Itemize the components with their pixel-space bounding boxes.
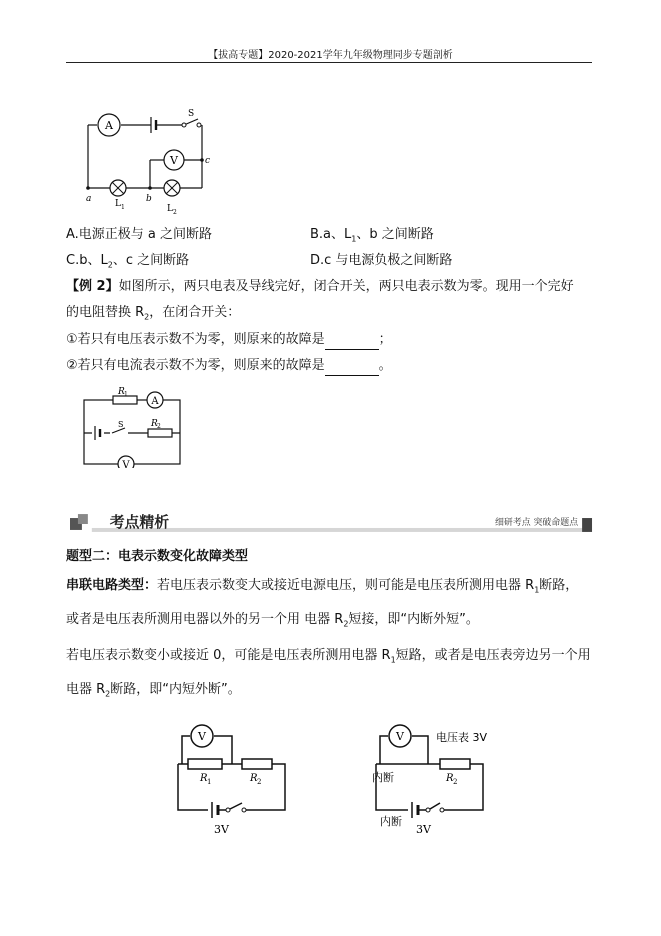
topic-title: 题型二：电表示数变化故障类型 <box>66 549 249 564</box>
circuit-diagram-4 <box>368 718 503 838</box>
example2-question1: ①若只有电压表示数不为零，则原来的故障是 ； <box>66 331 392 350</box>
svg-text:b: b <box>146 194 152 204</box>
svg-text:a: a <box>86 194 92 204</box>
svg-text:L: L <box>115 199 121 209</box>
example2-line2: 的电阻替换 $R_2$，在闭合开关： <box>66 305 241 322</box>
svg-text:V: V <box>396 730 404 743</box>
svg-text:R: R <box>151 419 158 429</box>
section-banner <box>70 512 596 534</box>
option-a: A.电源正极与 a 之间断路 <box>66 227 213 242</box>
option-b: B.a、$L_1$、b 之间断路 <box>310 227 434 244</box>
svg-text:S: S <box>118 420 124 429</box>
svg-text:1: 1 <box>121 204 125 211</box>
svg-text:R: R <box>250 773 258 784</box>
section-tagline: 细研考点 突破命题点 <box>494 517 579 528</box>
svg-text:L: L <box>167 204 173 214</box>
svg-text:R: R <box>118 387 125 397</box>
svg-text:V: V <box>122 460 130 468</box>
example2-question2: ②若只有电流表示数不为零，则原来的故障是 。 <box>66 357 392 376</box>
svg-text:A: A <box>151 396 159 407</box>
circuit-diagram-3 <box>170 718 295 838</box>
circuit-diagram-1 <box>80 105 220 215</box>
option-d: D.c 与电源负极之间断路 <box>310 253 453 268</box>
option-c: C.b、$L_2$、c 之间断路 <box>66 253 190 270</box>
svg-text:R: R <box>200 773 208 784</box>
svg-text:A: A <box>105 119 113 132</box>
para1-line1: 串联电路类型：若电压表示数变大或接近电源电压，则可能是电压表所测用电器 $R_1$断路， <box>66 578 579 595</box>
svg-text:2: 2 <box>173 209 177 215</box>
section-title: 考点精析 <box>109 512 170 531</box>
svg-text:V: V <box>198 730 206 743</box>
svg-text:电压表 3V: 电压表 3V <box>436 731 488 744</box>
para1-line2: 或者是电压表所测用电器以外的另一个用 电器 $R_2$短接，即“内断外短”。 <box>66 612 479 629</box>
header-rule <box>66 62 592 63</box>
svg-text:内断: 内断 <box>372 771 394 784</box>
svg-text:R: R <box>446 773 454 784</box>
page-header: 【拔高专题】2020-2021学年九年级物理同步专题剖析 <box>208 50 453 61</box>
svg-text:3V: 3V <box>214 823 229 836</box>
svg-text:内断: 内断 <box>380 815 402 828</box>
svg-text:1: 1 <box>207 778 212 786</box>
svg-text:1: 1 <box>124 391 128 398</box>
para2-line1: 若电压表示数变小或接近 0，可能是电压表所测用电器 $R_1$短路，或者是电压表旁边另一个用 <box>66 648 591 665</box>
svg-text:c: c <box>205 156 211 166</box>
para2-line2: 电器 $R_2$断路，即“内短外断”。 <box>66 682 241 699</box>
svg-text:2: 2 <box>257 778 262 786</box>
svg-text:V: V <box>170 154 178 167</box>
svg-text:2: 2 <box>157 423 161 430</box>
svg-text:S: S <box>188 109 195 119</box>
svg-text:2: 2 <box>453 778 458 786</box>
circuit-diagram-2 <box>78 386 188 468</box>
svg-text:3V: 3V <box>416 823 431 836</box>
example2-line1: 【例 2】如图所示，两只电表及导线完好，闭合开关，两只电表示数为零。现用一个完好 <box>66 279 574 294</box>
